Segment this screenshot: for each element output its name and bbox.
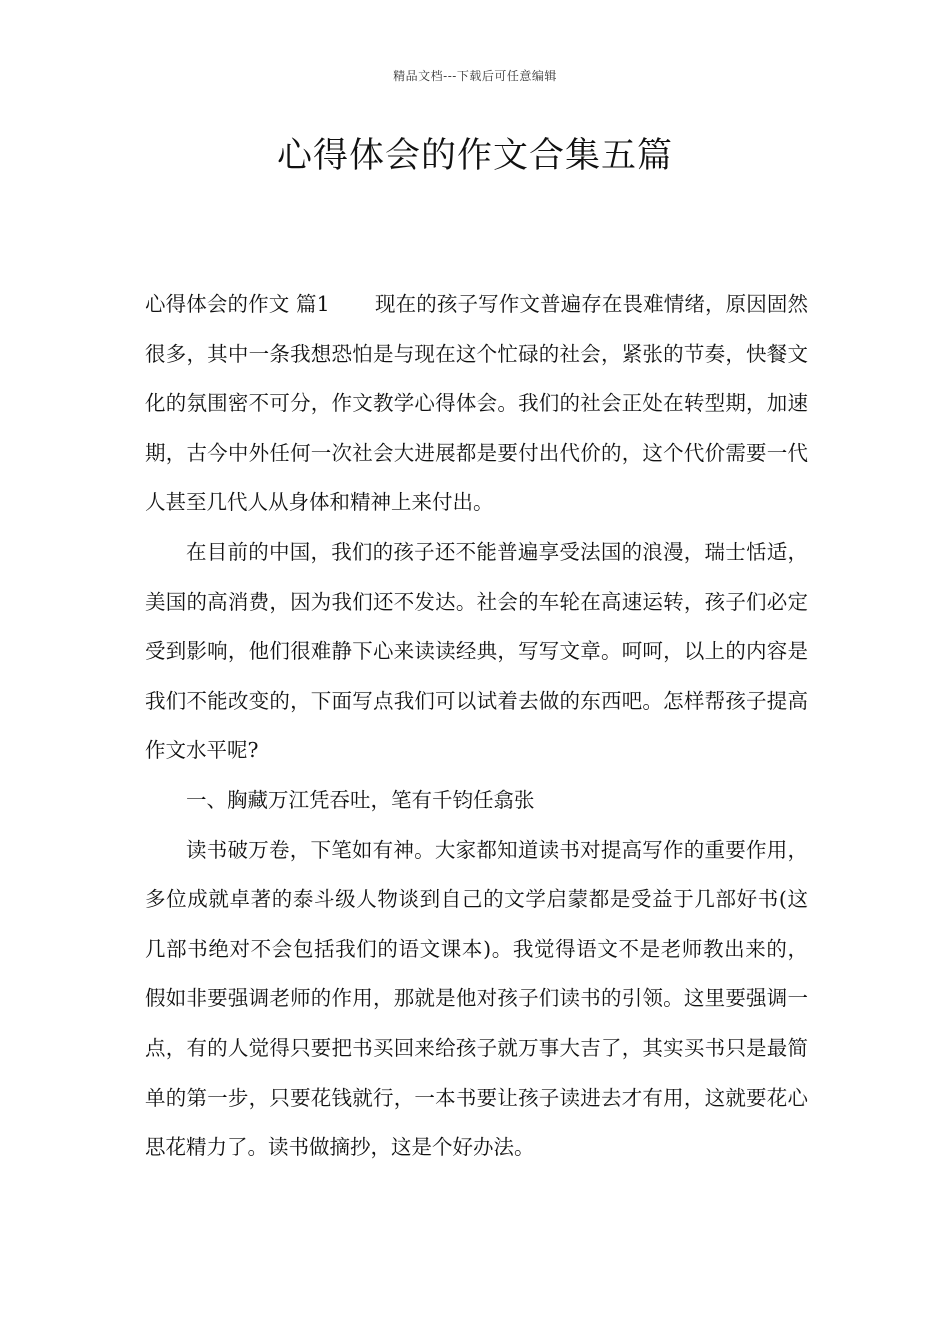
header-note: 精品文档---下载后可任意编辑 (393, 69, 557, 83)
document-title: 心得体会的作文合集五篇 (276, 136, 673, 176)
paragraph-1-text: 现在的孩子写作文普遍存在畏难情绪，原因固然很多，其中一条我想恐怕是与现在这个忙碌的社会，紧张的节奏，快餐文化的氛围密不可分，作文教学心得体会。我们的社会正处在转型期，加速期，古今中外任何一次社会大进展都是要付出代价的，这个代价需要一代人甚至几代人从身体和精神上来付出。 (145, 292, 809, 515)
paragraph-1 (145, 280, 808, 528)
paragraph-3: 读书破万卷，下笔如有神。大家都知道读书对提高写作的重要作用，多位成就卓著的泰斗级人物谈到自己的文学启蒙都是受益于几部好书(这几部书绝对不会包括我们的语文课本)。我觉得语文不是老师教出来的，假如非要强调老师的作用，那就是他对孩子们读书的引领。这里要强调一点，有的人觉得只要把书买回来给孩子就万事大吉了，其实买书只是最简单的第一步，只要花钱就行，一本书要让孩子读进去才有用，这就要花心思花精力了。读书做摘抄，这是个好办法。 (145, 837, 808, 1160)
section-heading: 一、胸藏万江凭吞吐，笔有千钧任翕张 (186, 787, 535, 812)
section-label: 心得体会的作文 篇1 (145, 292, 330, 316)
document-body (145, 280, 808, 1173)
paragraph-2: 在目前的中国，我们的孩子还不能普遍享受法国的浪漫，瑞士恬适，美国的高消费，因为我们还不发达。社会的车轮在高速运转，孩子们必定受到影响，他们很难静下心来读读经典，写写文章。呵呵，以上的内容是我们不能改变的，下面写点我们可以试着去做的东西吧。怎样帮孩子提高作文水平呢? (145, 539, 808, 763)
